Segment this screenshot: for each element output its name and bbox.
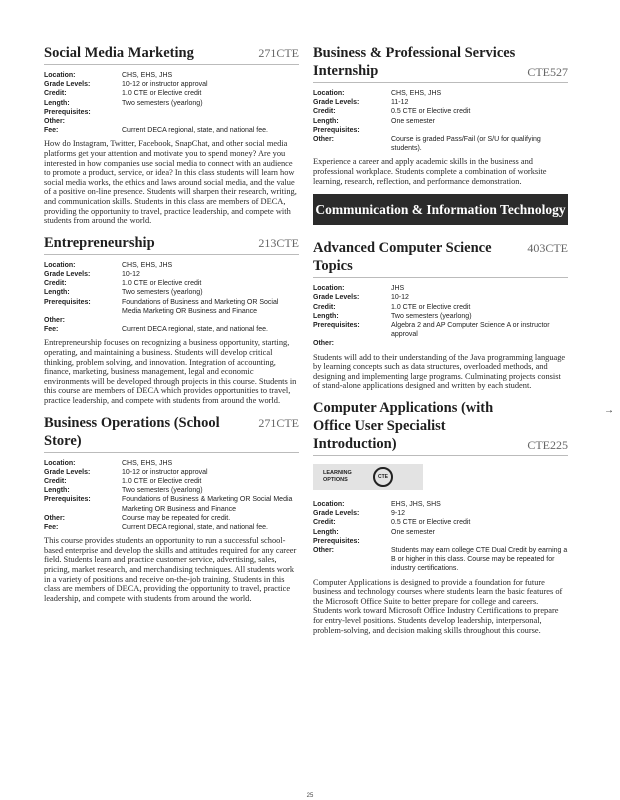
spec-row [44,279,299,288]
spec-value: Students may earn college CTE Dual Credit by earning a B or higher in this class. Course may be repeated for industry certifications. [391,547,568,573]
spec-label: Credit: [313,303,336,311]
cte-dual-credit-icon: CTE [373,467,393,487]
spec-value: Two semesters (yearlong) [391,312,472,320]
spec-label: Other: [44,316,65,324]
spec-row [44,99,299,108]
spec-label: Length: [313,312,339,320]
spec-value: Two semesters (yearlong) [122,289,203,297]
spec-row [313,89,568,98]
spec-label: Prerequisites: [313,537,360,545]
spec-label: Fee: [44,523,59,531]
spec-label: Length: [44,487,70,495]
course-title: Advanced Computer Science Topics [313,240,492,275]
spec-label: Prerequisites: [44,108,91,116]
spec-row [44,117,299,126]
course-code: 271CTE [258,46,299,60]
course-description: Students will add to their understanding of the Java programming language by learning concepts such as data structures, overloaded methods, and designing and implementing large programs. Culminating projects consist of stand-alone applications designed and written by each student. [313,352,566,391]
spec-value: Course may be repeated for credit. [122,514,231,522]
spec-label: Location: [44,261,76,269]
spec-value: CHS, EHS, JHS [122,459,173,467]
spec-value: Current DECA regional, state, and national fee. [122,523,268,531]
spec-label: Grade Levels: [44,468,91,476]
course-title: Business Operations (School Store) [44,414,220,449]
spec-label: Other: [44,118,65,126]
spec-value: 10-12 [391,294,409,302]
spec-value: One semester [391,117,435,125]
course-internship [313,44,568,186]
spec-label: Length: [313,117,339,125]
spec-label: Prerequisites: [313,322,360,330]
spec-value: 1.0 CTE or Elective credit [391,303,471,311]
course-code: 213CTE [258,235,299,250]
spec-label: Grade Levels: [44,81,91,89]
spec-value: Two semesters (yearlong) [122,487,203,495]
spec-row [44,261,299,270]
spec-value: Foundations of Business and Marketing OR Social Media Marketing OR Business and Finance [122,298,279,315]
spec-row [44,495,299,513]
spec-row [313,98,568,107]
course-title: Computer Applications (with Office User Specialist Introduction) [313,400,494,452]
spec-row [44,325,299,334]
spec-value [391,537,568,546]
spec-label: Grade Levels: [44,270,91,278]
spec-value: 1.0 CTE or Elective credit [122,90,202,98]
spec-value: 0.5 CTE or Elective credit [391,108,471,116]
course-title: Entrepreneurship [44,234,155,251]
course-code: CTE225 [527,438,568,452]
spec-row [313,500,568,509]
spec-label: Credit: [44,477,67,485]
spec-label: Location: [44,72,76,79]
spec-row [313,117,568,126]
learning-options-label: LEARNING OPTIONS [323,470,352,483]
left-column [44,44,299,611]
spec-row [44,298,299,316]
spec-label: Location: [313,285,345,293]
course-title: Social Media Marketing [44,45,194,61]
spec-label: Other: [313,340,334,348]
spec-value: CHS, EHS, JHS [122,72,173,79]
spec-value [391,339,568,348]
spec-row [44,514,299,523]
spec-value: 0.5 CTE or Elective credit [391,519,471,527]
spec-label: Length: [313,528,339,536]
course-description: Experience a career and apply academic skills in the business and professional workplace. Students complete a combination of worksite learning, research, reflection, and performance demonstration. [313,157,547,186]
course-description: Computer Applications is designed to provide a foundation for future business and technology courses where students learn the basic features of the Microsoft Office Suite to better prepare for college and careers. Students work toward Microsoft Office Industry Certifications to prepare for entry-level positions. Students develop leadership, interpersonal, problem-solving, and decision making skills throughout this course. [313,577,563,635]
spec-row [44,126,299,135]
course-business-operations [44,414,299,604]
right-column [313,44,568,643]
spec-label: Prerequisites: [44,298,91,306]
spec-value: Algebra 2 and AP Computer Science A or instructor approval [391,322,550,339]
spec-row [313,528,568,537]
spec-row [313,312,568,321]
course-advanced-computer-science [313,239,568,391]
spec-row [313,135,568,153]
course-specs [313,89,568,153]
spec-label: Location: [44,459,76,467]
spec-row [44,89,299,98]
spec-label: Fee: [44,127,59,135]
spec-value: Current DECA regional, state, and national fee. [122,326,268,334]
spec-value [122,117,299,126]
spec-value: 10-12 or instructor approval [122,468,208,476]
spec-value: Two semesters (yearlong) [122,99,203,107]
spec-value: CHS, EHS, JHS [391,90,442,97]
spec-label: Grade Levels: [313,510,360,518]
spec-row [44,316,299,325]
course-specs [313,284,568,348]
spec-label: Credit: [313,519,336,527]
course-code: 403CTE [527,241,568,256]
course-social-media-marketing [44,44,299,226]
spec-row [44,270,299,279]
spec-row [313,303,568,312]
course-entrepreneurship [44,234,299,406]
spec-value: 10-12 or instructor approval [122,81,208,89]
spec-value: Foundations of Business & Marketing OR Social Media Marketing OR Business and Finance [122,496,293,513]
spec-value [122,316,299,325]
spec-row [313,537,568,546]
spec-row [44,523,299,532]
spec-row [313,126,568,135]
spec-row [44,459,299,468]
spec-row [313,107,568,116]
spec-label: Credit: [313,108,336,116]
spec-value: 1.0 CTE or Elective credit [122,477,202,485]
course-specs [313,500,568,574]
spec-label: Grade Levels: [313,294,360,302]
spec-value: 9-12 [391,510,406,518]
spec-row [44,108,299,117]
spec-value: CHS, EHS, JHS [122,261,173,269]
course-title: Business & Professional Services Internship [313,45,516,79]
spec-value [391,126,568,135]
spec-value: 10-12 [122,270,140,278]
learning-options-box [313,464,423,490]
spec-label: Length: [44,289,70,297]
spec-label: Other: [313,136,334,144]
spec-row [44,477,299,486]
spec-row [44,71,299,80]
spec-value: 11-12 [391,99,409,107]
page-number: 25 [306,793,314,799]
spec-value [122,108,299,117]
spec-label: Grade Levels: [313,99,360,107]
spec-label: Credit: [44,280,67,288]
spec-label: Other: [313,547,334,555]
spec-row [44,288,299,297]
spec-value: Current DECA regional, state, and national fee. [122,127,268,135]
spec-value: 1.0 CTE or Elective credit [122,280,202,288]
spec-label: Other: [44,514,65,522]
spec-value: One semester [391,528,435,536]
spec-label: Location: [313,501,345,508]
spec-value: EHS, JHS, SHS [391,501,441,508]
course-description: This course provides students an opportunity to run a successful school-based enterprise and develop the skills and attitudes required for any career field. Students learn and practice customer service, advertising, sales, pricing, market research, and merchandising techniques. All students work in a variety of positions and receive on-the-job training. Students in this class are members of DECA, providing the opportunity to travel, practice leadership, and compete with students from around the world. [44,536,297,603]
spec-label: Credit: [44,90,67,98]
margin-mark: → [604,405,614,416]
spec-row [313,293,568,302]
spec-row [44,486,299,495]
spec-label: Fee: [44,326,59,334]
spec-value: Course is graded Pass/Fail (or S/U for qualifying students). [391,136,541,153]
spec-value: JHS [391,285,405,293]
spec-row [313,321,568,339]
course-description: How do Instagram, Twitter, Facebook, SnapChat, and other social media platforms get your attention and motivate you to spend money? Are you interested in how companies use social media to connect with an audience to promote a product, service, or idea? In this class students will learn how social media works, the ethics and laws around social media, and the value of a positive on-line presence. Students will sharpen their research, writing, and communication skills. Students in this class are members of DECA, providing the opportunity to travel, practice leadership, and compete with students from around the world. [44,139,297,226]
spec-row [313,518,568,527]
course-computer-applications [313,399,568,635]
course-specs [44,459,299,533]
spec-label: Location: [313,90,345,97]
spec-label: Prerequisites: [44,496,91,504]
spec-row [313,284,568,293]
spec-label: Length: [44,99,70,107]
spec-row [44,80,299,89]
course-specs [44,261,299,335]
spec-row [44,468,299,477]
course-code: CTE527 [527,65,568,79]
spec-row [313,339,568,348]
spec-label: Prerequisites: [313,126,360,134]
spec-row [313,546,568,574]
course-specs [44,71,299,135]
section-banner: Communication & Information Technology [313,194,568,225]
course-code: 271CTE [258,415,299,430]
spec-row [313,509,568,518]
course-description: Entrepreneurship focuses on recognizing a business opportunity, starting, operating, and maintaining a business. Students will develop critical thinking, problem solving, and innovation. Integration of accounting, finance, marketing, business management, legal and economic environments will be developed through projects in this course. Students in this course are members of DECA which provides opportunities to travel, practice leadership, and compete with students from around the world. [44,338,297,405]
